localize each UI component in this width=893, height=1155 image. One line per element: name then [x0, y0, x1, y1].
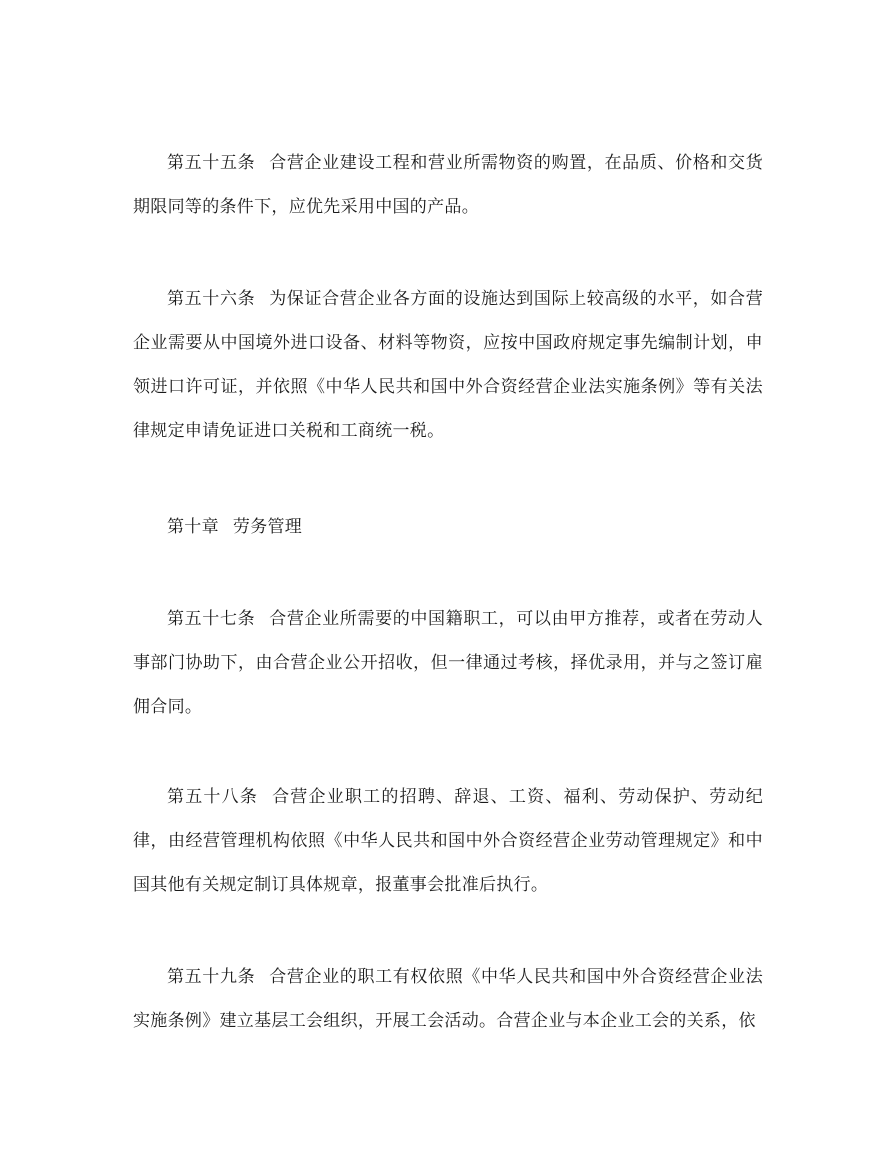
article-number: 第五十九条 [167, 967, 256, 987]
article-58-paragraph [133, 775, 763, 907]
article-number: 第五十七条 [167, 609, 256, 629]
article-55-paragraph [133, 141, 763, 229]
article-text: 合营企业的职工有权依照《中华人民共和国中外合资经营企业法实施条例》建立基层工会组织，开展工会活动。合营企业与本企业工会的关系，依 [133, 967, 763, 1031]
article-number: 第五十六条 [167, 289, 256, 309]
article-59-paragraph [133, 955, 763, 1043]
article-text: 合营企业建设工程和营业所需物资的购置，在品质、价格和交货期限同等的条件下，应优先采用中国的产品。 [133, 153, 763, 217]
chapter-10-heading [133, 505, 763, 549]
article-57-paragraph [133, 597, 763, 729]
article-text: 合营企业所需要的中国籍职工，可以由甲方推荐，或者在劳动人事部门协助下，由合营企业公开招收，但一律通过考核，择优录用，并与之签订雇佣合同。 [133, 609, 763, 717]
article-number: 第五十五条 [167, 153, 256, 173]
article-text: 为保证合营企业各方面的设施达到国际上较高级的水平，如合营企业需要从中国境外进口设备、材料等物资，应按中国政府规定事先编制计划，申领进口许可证，并依照《中华人民共和国中外合资经营企业法实施条例》等有关法律规定申请免证进口关税和工商统一税。 [133, 289, 763, 441]
article-number: 第五十八条 [167, 787, 259, 807]
chapter-title: 劳务管理 [232, 517, 303, 537]
article-text: 合营企业职工的招聘、辞退、工资、福利、劳动保护、劳动纪律，由经营管理机构依照《中华人民共和国中外合资经营企业劳动管理规定》和中国其他有关规定制订具体规章，报董事会批准后执行。 [133, 787, 764, 895]
chapter-number: 第十章 [167, 517, 219, 537]
article-56-paragraph [133, 277, 763, 453]
